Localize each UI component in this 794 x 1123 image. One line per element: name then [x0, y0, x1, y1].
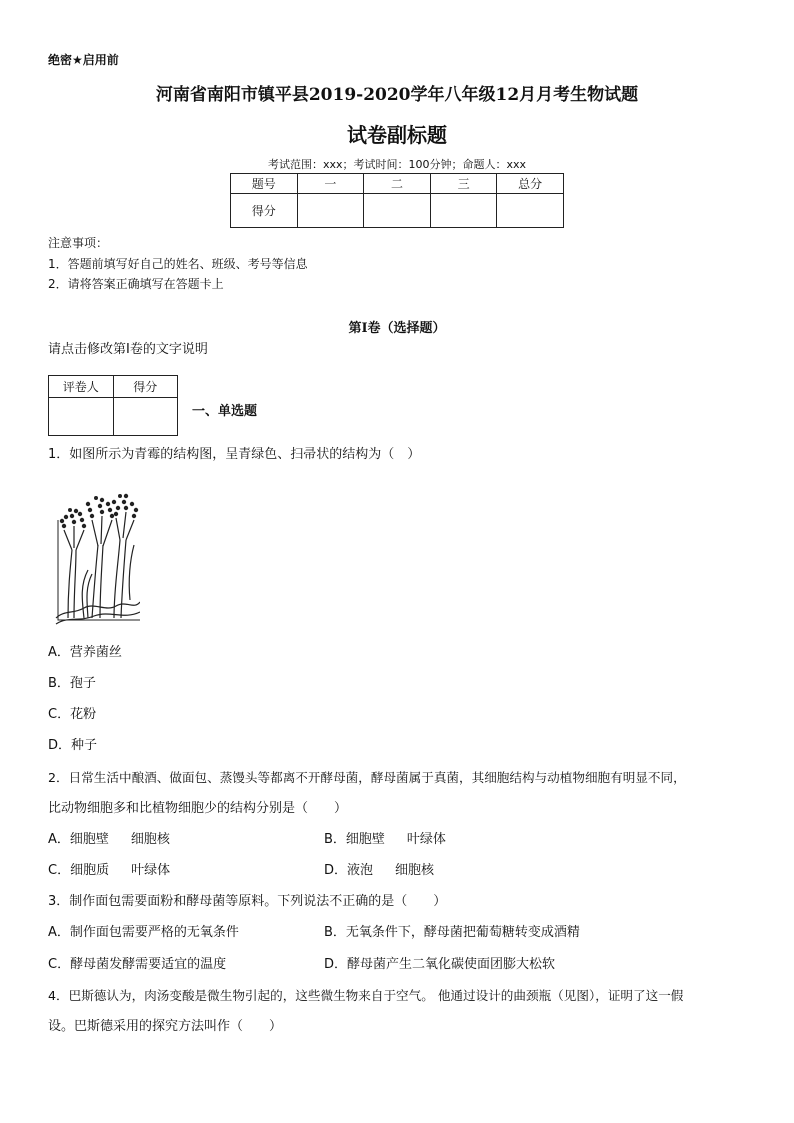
question-stem: 4．巴斯德认为，肉汤变酸是微生物引起的，这些微生物来自于空气。 他通过设计的曲颈瓶（见图），证明了这一假	[48, 988, 684, 1003]
score-header-cell: 题号	[231, 174, 298, 194]
option-part: 叶绿体	[131, 863, 171, 878]
reviewer-cell[interactable]	[49, 398, 114, 436]
option	[48, 863, 170, 879]
option-part: 叶绿体	[406, 832, 446, 847]
option: A．营养菌丝	[48, 645, 122, 660]
score-cell[interactable]	[113, 398, 178, 436]
option	[324, 863, 434, 879]
section-title: 第I卷（选择题）	[348, 321, 446, 336]
option: A．制作面包需要严格的无氧条件	[48, 925, 239, 940]
score-cell[interactable]	[497, 194, 564, 228]
question-stem: 3．制作面包需要面粉和酵母菌等原料。下列说法不正确的是（ ）	[48, 894, 447, 909]
score-cell[interactable]	[364, 194, 431, 228]
option: C．花粉	[48, 707, 97, 722]
option-part: A．细胞壁	[48, 832, 109, 847]
section-instruction: 请点击修改第I卷的文字说明	[48, 342, 208, 357]
score-header-cell: 总分	[497, 174, 564, 194]
notes-heading: 注意事项：	[48, 236, 109, 250]
question-stem: 1．如图所示为青霉的结构图，呈青绿色、扫帚状的结构为（ ）	[48, 447, 421, 462]
option-part: B．细胞壁	[324, 832, 385, 847]
score-table	[230, 173, 564, 228]
option-part: C．细胞质	[48, 863, 110, 878]
penicillium-image	[54, 490, 140, 630]
exam-info: 考试范围：xxx；考试时间：100分钟；命题人：xxx	[267, 158, 527, 171]
reviewer-table	[48, 375, 178, 436]
option-part: 细胞核	[130, 832, 170, 847]
score-header-cell: 二	[364, 174, 431, 194]
notes-item: 1．答题前填写好自己的姓名、班级、考号等信息	[48, 257, 308, 271]
score-header-cell: 一	[297, 174, 364, 194]
option	[48, 832, 170, 848]
option: B．无氧条件下，酵母菌把葡萄糖转变成酒精	[324, 925, 580, 940]
option: B．孢子	[48, 676, 96, 691]
score-cell[interactable]	[297, 194, 364, 228]
penicillium-figure	[54, 490, 140, 630]
option: D．种子	[48, 738, 98, 753]
part-title: 一、单选题	[192, 404, 258, 419]
secret-mark: 绝密★启用前	[48, 53, 119, 67]
score-header: 得分	[113, 376, 178, 398]
score-row-label: 得分	[231, 194, 298, 228]
option-part: 细胞核	[395, 863, 435, 878]
score-header-cell: 三	[430, 174, 497, 194]
exam-title: 河南省南阳市镇平县2019-2020学年八年级12月月考生物试题	[155, 85, 639, 105]
question-stem-cont: 比动物细胞多和比植物细胞少的结构分别是（ ）	[48, 801, 348, 816]
option-part: D．液泡	[324, 863, 374, 878]
notes-item: 2．请将答案正确填写在答题卡上	[48, 277, 224, 291]
question-stem: 2．日常生活中酿酒、做面包、蒸馒头等都离不开酵母菌，酵母菌属于真菌，其细胞结构与动植物细胞有明显不同，	[48, 770, 686, 785]
option	[324, 832, 446, 848]
option: D．酵母菌产生二氧化碳使面团膨大松软	[324, 957, 556, 972]
option: C．酵母菌发酵需要适宜的温度	[48, 957, 227, 972]
score-cell[interactable]	[430, 194, 497, 228]
exam-subtitle: 试卷副标题	[347, 123, 447, 147]
reviewer-header: 评卷人	[49, 376, 114, 398]
question-stem-cont: 设。巴斯德采用的探究方法叫作（ ）	[48, 1019, 283, 1034]
